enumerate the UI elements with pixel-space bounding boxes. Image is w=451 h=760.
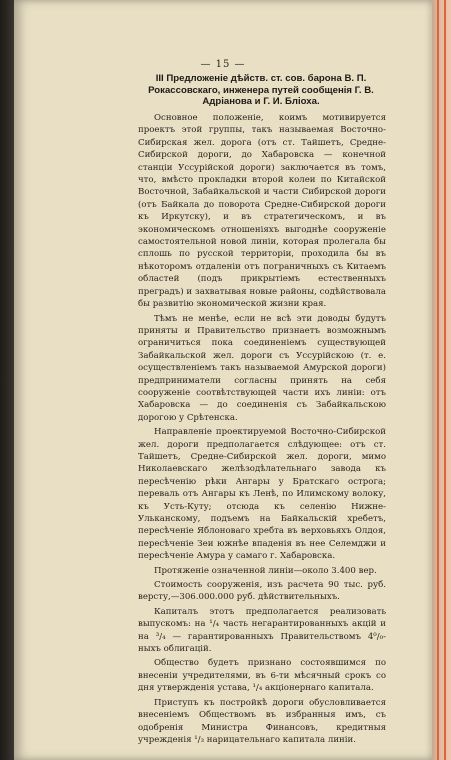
page-number: — 15 —: [200, 59, 246, 70]
edge-stripe: [444, 0, 446, 760]
paragraph-7: Общество будетъ признано состоявшимся по внесеніи учредителями, въ 6-ти мѣсячный срокъ со дня утвержденія устава, ¹/₄ акціонернаго капитала.: [138, 658, 386, 694]
page-edge: [432, 0, 451, 760]
body-text: [138, 112, 386, 748]
paragraph-2: Тѣмъ не менѣе, если не всѣ эти доводы будутъ приняты и Правительство признаетъ возможнымъ ограничиться пока соединеніемъ существующей Забайкальской жел. дороги съ Уссурійскою (т. е. осуществленіемъ такъ называемой Амурской дороги) предприниматели согласны принять на себя сооруженіе соотвѣтствующей части ихъ линіи: отъ Хабаровска — до соединенія съ Забайкальскою дорогою у Срѣтенска.: [138, 313, 386, 423]
section-heading: III Предложеніе дѣйств. ст. сов. барона В. П. Рокассовскаго, инженера путей сообщенія Г. В. Адріанова и Г. И. Бліоха.: [148, 73, 374, 107]
edge-stripe: [437, 0, 439, 760]
paragraph-5: Стоимость сооруженія, изъ расчета 90 тыс. руб. версту,—306.000.000 руб. дѣйствительныхъ.: [138, 580, 386, 603]
paragraph-8: Приступъ къ постройкѣ дороги обусловливается внесеніемъ Обществомъ въ избранныя имъ, съ одобренія Министра Финансовъ, кредитныя учрежденія ¹/₃ нарицательнаго капитала линіи.: [138, 697, 386, 745]
paragraph-6: Капиталъ этотъ предполагается реализовать выпускомъ: на ¹/₄ часть негарантированныхъ акцій и на ³/₄ — гарантированныхъ Правительствомъ 4⁰/₀-ныхъ облигацій.: [138, 606, 386, 655]
book-gutter: [0, 0, 14, 760]
paragraph-3: Направленіе проектируемой Восточно-Сибирской жел. дороги предполагается слѣдующее: отъ ст. Тайшетъ, Средне-Сибирской жел. дороги, мимо Николаевскаго желѣзодѣлательнаго завода къ пересѣченію рѣки Ангары у Братскаго острога; переваль отъ Ангары къ Ленѣ, по Илимскому волоку, къ Усть-Куту; отсюда къ селенію Нижне-Ульканскому, подъемъ на Байкальскій хребетъ, пересѣченіе Яблоноваго хребта въ верховьяхъ Олдоя, пересѣченіе Зеи южнѣе впаденія въ нее Селемджи и пересѣченіе Амура у самаго г. Хабаровска.: [138, 427, 386, 562]
paragraph-1: Основное положеніе, коимъ мотивируется проектъ этой группы, такъ называемая Восточно-Сибирская жел. дорога (отъ ст. Тайшетъ, Средне-Сибирской дороги, до Хабаровска — конечной станціи Уссурійской дороги) заключается въ томъ, что, вмѣсто прокладки второй колеи по Китайской Восточной, Забайкальской и части Сибирской дороги (отъ Байкала до поворота Средне-Сибирской дороги къ Иркутску), и въ стратегическомъ, и въ экономическомъ отношеніяхъ выгоднѣе сооруженіе самостоятельной новой линіи, которая пролегала бы сплошь по русской территоріи, проходила бы въ нѣкоторомъ отдаленіи отъ пограничныхъ съ Китаемъ областей (подъ прикрытіемъ естественныхъ преградъ) и захватывая новые районы, содѣйствовала бы развитію экономической жизни края.: [138, 113, 386, 310]
paragraph-4: Протяженіе означенной линіи—около 3.400 вер.: [154, 565, 377, 576]
book-page: [14, 0, 432, 760]
